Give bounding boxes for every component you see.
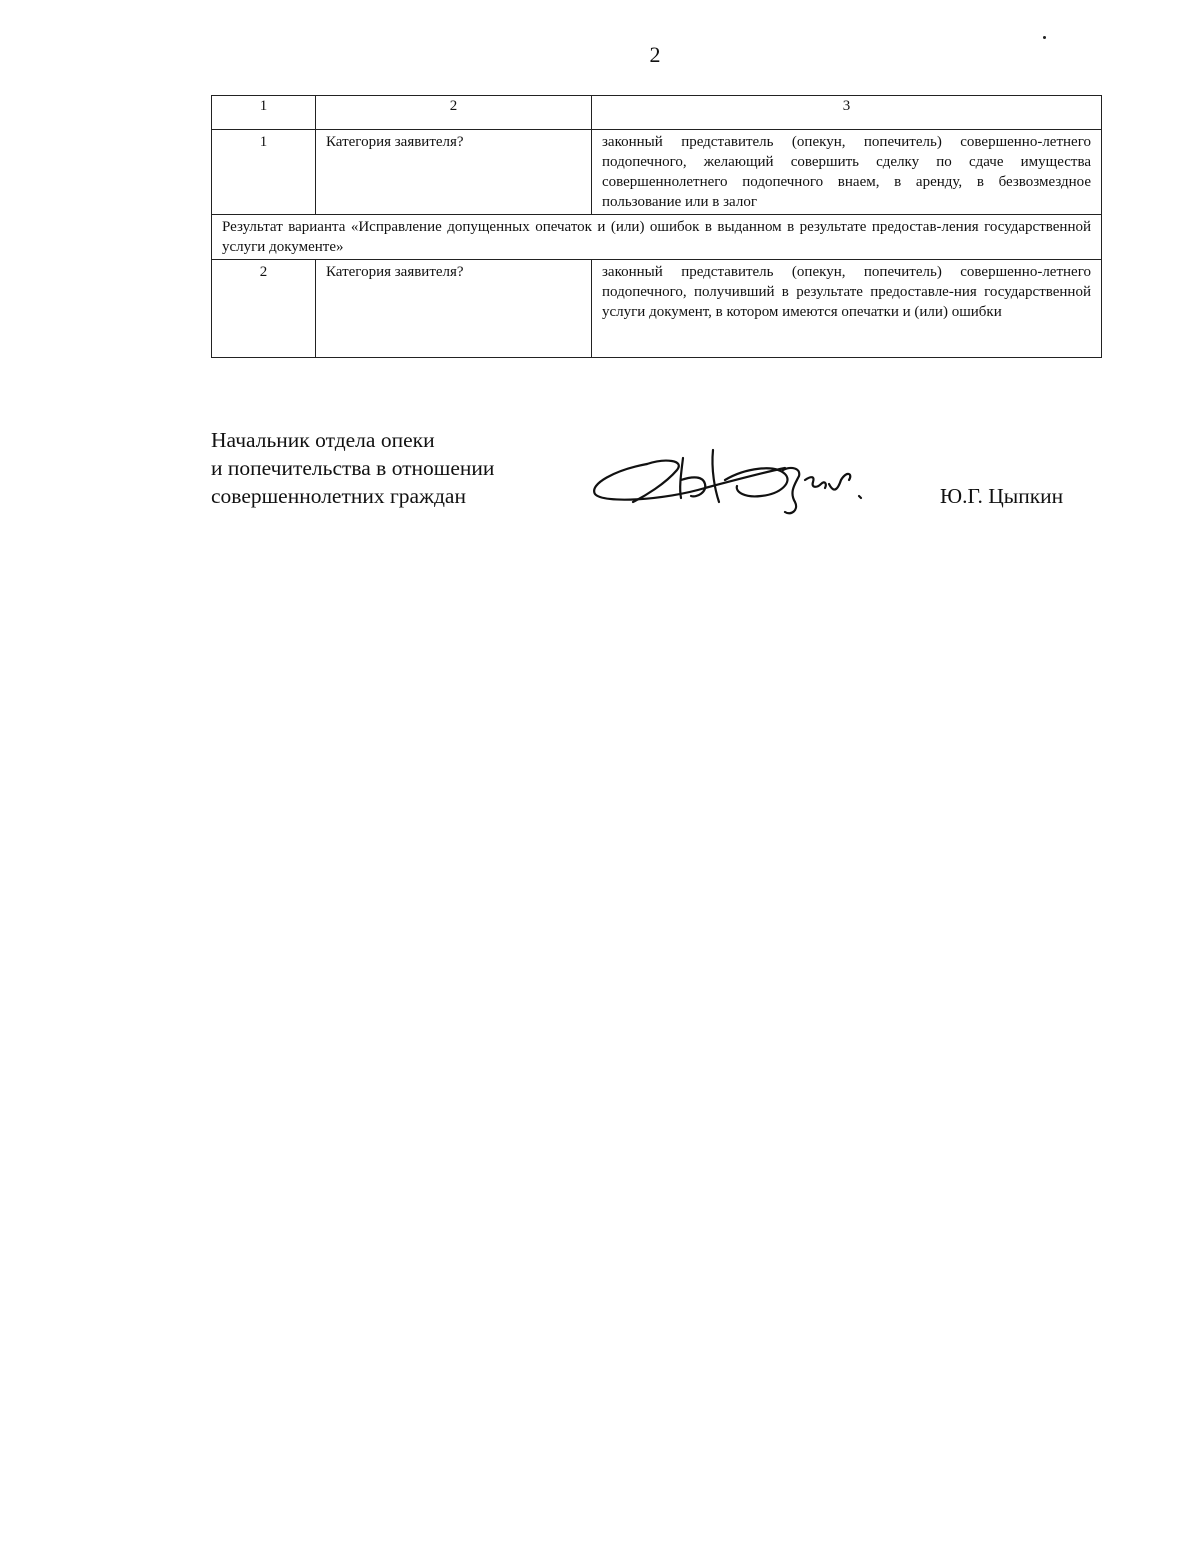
row-question: Категория заявителя? — [316, 130, 592, 215]
header-cell: 1 — [212, 96, 316, 130]
row-number: 2 — [212, 260, 316, 358]
row-answer: законный представитель (опекун, попечитель) совершенно-летнего подопечного, желающий совершить сделку по сдаче имущества совершеннолетнего подопечного внаем, в аренду, в безвозмездное пользование или в залог — [592, 130, 1102, 215]
row-question: Категория заявителя? — [316, 260, 592, 358]
row-number: 1 — [212, 130, 316, 215]
handwritten-signature — [585, 440, 875, 520]
position-line: совершеннолетних граждан — [211, 484, 466, 508]
signatory-position — [211, 426, 494, 510]
table-header-row — [212, 96, 1102, 130]
signer-name: Ю.Г. Цыпкин — [940, 484, 1064, 508]
row-answer: законный представитель (опекун, попечитель) совершенно-летнего подопечного, получивший в результате предоставле-ния государственной услуги документ, в котором имеются опечатки и (или) ошибки — [592, 260, 1102, 358]
table-row — [212, 130, 1102, 215]
scan-speck — [1043, 36, 1046, 39]
page-number: 2 — [649, 42, 661, 67]
position-line: Начальник отдела опеки — [211, 428, 435, 452]
table-row — [212, 260, 1102, 358]
section-heading: Результат варианта «Исправление допущенных опечаток и (или) ошибок в выданном в результате предостав-ления государственной услуги документе» — [212, 215, 1102, 260]
header-cell: 2 — [316, 96, 592, 130]
header-cell: 3 — [592, 96, 1102, 130]
criteria-table — [211, 95, 1102, 358]
section-heading-row — [212, 215, 1102, 260]
position-line: и попечительства в отношении — [211, 456, 495, 480]
